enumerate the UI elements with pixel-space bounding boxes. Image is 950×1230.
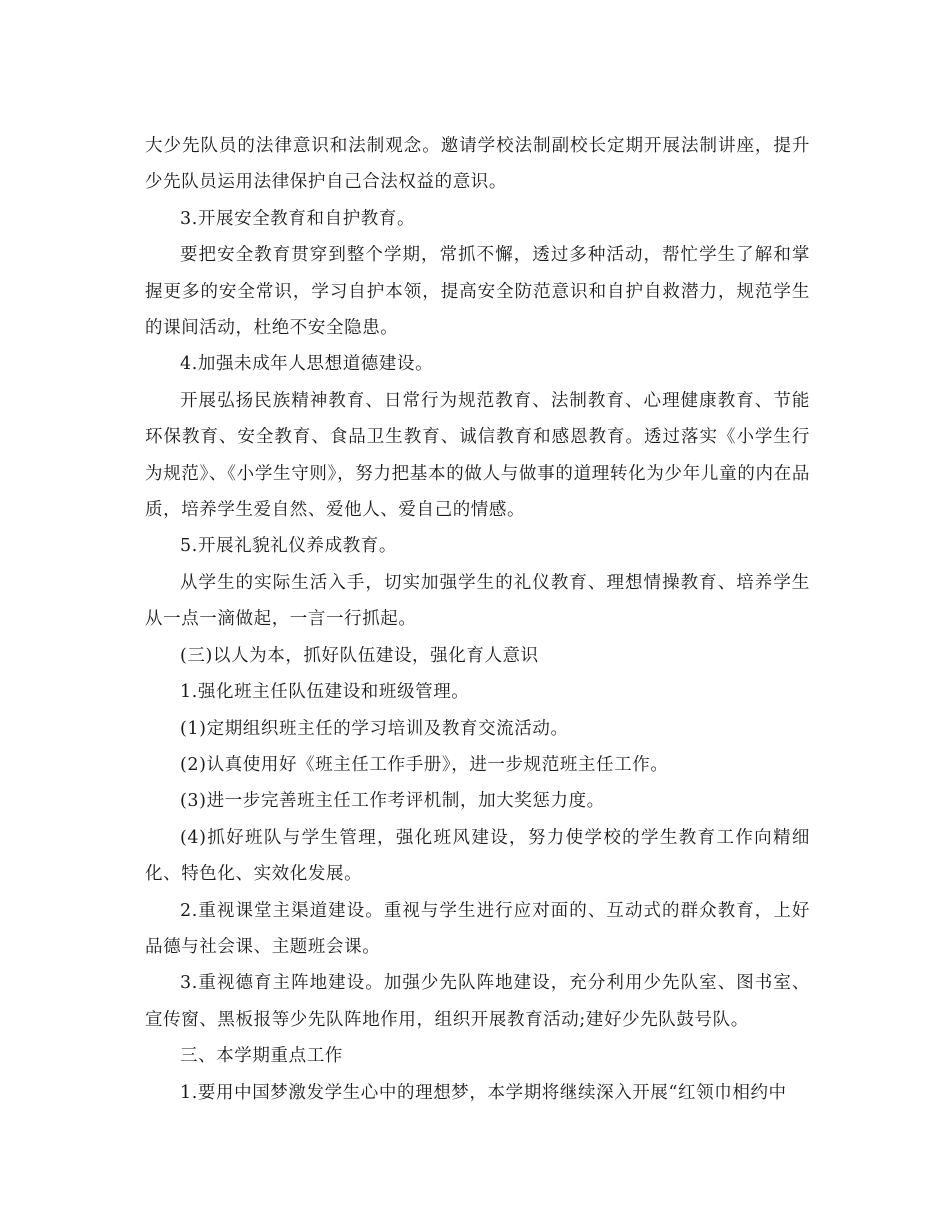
document-body [145, 128, 810, 1111]
paragraph: 开展弘扬民族精神教育、日常行为规范教育、法制教育、心理健康教育、节能环保教育、安全教育、食品卫生教育、诚信教育和感恩教育。透过落实《小学生行为规范》、《小学生守则》，努力把基本的做人与做事的道理转化为少年儿童的内在品质，培养学生爱自然、爱他人、爱自己的情感。 [145, 390, 810, 521]
paragraph: 3.重视德育主阵地建设。加强少先队阵地建设，充分利用少先队室、图书室、宣传窗、黑板报等少先队阵地作用，组织开展教育活动;建好少先队鼓号队。 [145, 973, 810, 1030]
paragraph: 1.强化班主任队伍建设和班级管理。 [180, 682, 470, 703]
paragraph: 要把安全教育贯穿到整个学期，常抓不懈，透过多种活动，帮忙学生了解和掌握更多的安全常识，学习自护本领，提高安全防范意识和自护自救潜力，规范学生的课间活动，杜绝不安全隐患。 [145, 245, 810, 339]
paragraph: 大少先队员的法律意识和法制观念。邀请学校法制副校长定期开展法制讲座，提升少先队员运用法律保护自己合法权益的意识。 [145, 136, 810, 193]
paragraph: 1.要用中国梦激发学生心中的理想梦，本学期将继续深入开展“红领巾相约中 [180, 1082, 787, 1103]
paragraph: 2.重视课堂主渠道建设。重视与学生进行应对面的、互动式的群众教育，上好品德与社会课、主题班会课。 [145, 900, 810, 957]
paragraph: 3.开展安全教育和自护教育。 [180, 208, 416, 229]
paragraph: (1)定期组织班主任的学习培训及教育交流活动。 [180, 718, 569, 739]
paragraph: (2)认真使用好《班主任工作手册》，进一步规范班主任工作。 [180, 754, 669, 775]
paragraph: (4)抓好班队与学生管理，强化班风建设，努力使学校的学生教育工作向精细化、特色化、实效化发展。 [145, 827, 810, 885]
paragraph: (3)进一步完善班主任工作考评机制，加大奖惩力度。 [180, 791, 605, 812]
paragraph: 5.开展礼貌礼仪养成教育。 [180, 536, 397, 557]
paragraph: (三)以人为本，抓好队伍建设，强化育人意识 [180, 645, 539, 666]
paragraph: 4.加强未成年人思想道德建设。 [180, 354, 434, 375]
paragraph: 三、本学期重点工作 [180, 1046, 343, 1067]
paragraph: 从学生的实际生活入手，切实加强学生的礼仪教育、理想情操教育、培养学生从一点一滴做起，一言一行抓起。 [145, 572, 810, 630]
